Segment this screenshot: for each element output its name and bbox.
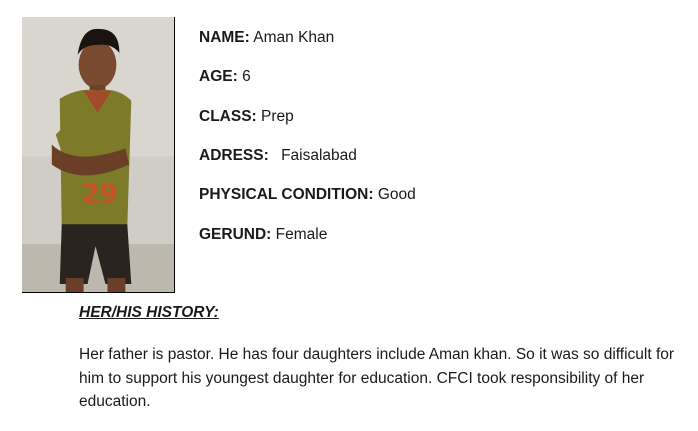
history-paragraph: Her father is pastor. He has four daughters include Aman khan. So it was so difficult for him to support his youngest daughter for education. CFCI took responsibility of her education. (79, 346, 675, 410)
name-label: NAME: (199, 29, 250, 46)
svg-text:29: 29 (81, 179, 118, 210)
class-value: Prep (261, 108, 294, 125)
name-field (199, 28, 334, 48)
adress-value: Faisalabad (281, 147, 357, 164)
history-heading: HER/HIS HISTORY: (79, 304, 219, 321)
name-value: Aman Khan (253, 29, 335, 46)
physical-condition-value: Good (377, 186, 416, 203)
adress-field (199, 146, 357, 166)
age-label: AGE: (199, 68, 238, 85)
gerund-value: Female (275, 226, 328, 243)
child-photo (22, 17, 175, 293)
age-field (199, 67, 251, 87)
gerund-label: GERUND: (199, 226, 272, 243)
physical-condition-label: PHYSICAL CONDITION: (199, 186, 374, 203)
class-label: CLASS: (199, 108, 257, 125)
child-portrait-image (22, 17, 174, 292)
age-value: 6 (242, 68, 251, 85)
adress-label: ADRESS: (199, 147, 269, 164)
class-field (199, 107, 294, 127)
gerund-field (199, 225, 327, 245)
physical-condition-field (199, 185, 416, 205)
